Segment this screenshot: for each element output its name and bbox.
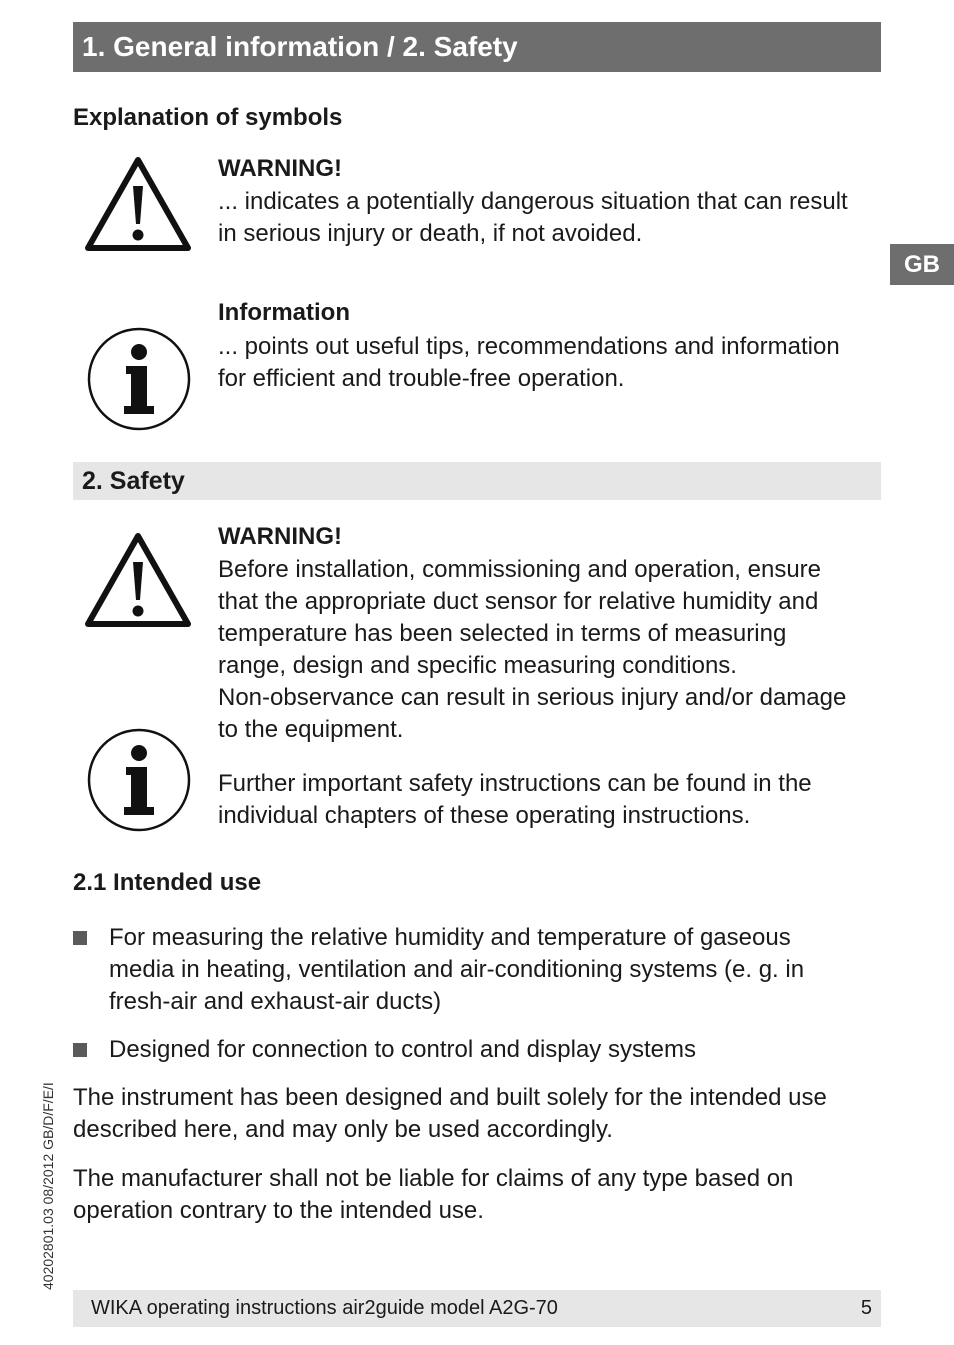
text-line: to the equipment. <box>218 716 404 743</box>
text-line: for efficient and trouble-free operation. <box>218 365 625 392</box>
square-bullet-icon <box>73 931 87 945</box>
text-line: The instrument has been designed and built solely for the intended use <box>73 1084 827 1111</box>
page-header: 1. General information / 2. Safety <box>73 22 881 72</box>
liability-paragraph <box>73 1163 793 1227</box>
information-label: Information <box>218 299 350 326</box>
information-description <box>218 331 840 395</box>
text-line: individual chapters of these operating instructions. <box>218 802 751 829</box>
text-line: in serious injury or death, if not avoided. <box>218 220 643 247</box>
document-code: 40202801.03 08/2012 GB/D/F/E/I <box>40 1082 56 1290</box>
text-line: Further important safety instructions can be found in the <box>218 770 812 797</box>
text-line: The manufacturer shall not be liable for claims of any type based on <box>73 1165 794 1192</box>
list-item-text <box>109 922 804 1018</box>
warning-description <box>218 186 848 250</box>
list-item <box>73 1034 881 1066</box>
safety-section-heading: 2. Safety <box>73 462 881 500</box>
safety-info-text <box>218 768 812 832</box>
square-bullet-icon <box>73 1043 87 1057</box>
text-line: fresh-air and exhaust-air ducts) <box>109 988 442 1015</box>
text-line: ... indicates a potentially dangerous situation that can result <box>218 188 848 215</box>
symbols-heading: Explanation of symbols <box>73 104 343 131</box>
safety-warning-label: WARNING! <box>218 523 342 550</box>
text-line: operation contrary to the intended use. <box>73 1197 484 1224</box>
text-line: media in heating, ventilation and air-conditioning systems (e. g. in <box>109 956 805 983</box>
warning-triangle-icon <box>84 156 192 252</box>
intended-use-heading: 2.1 Intended use <box>73 869 262 896</box>
text-line: that the appropriate duct sensor for relative humidity and <box>218 588 819 615</box>
text-line: For measuring the relative humidity and temperature of gaseous <box>109 924 791 951</box>
footer-text: WIKA operating instructions air2guide model A2G-70 <box>91 1297 558 1319</box>
language-tab: GB <box>890 244 954 285</box>
list-item <box>73 922 881 1018</box>
page-footer <box>73 1290 881 1327</box>
text-line: ... points out useful tips, recommendations and information <box>218 333 840 360</box>
info-icon <box>86 727 192 833</box>
intended-use-paragraph <box>73 1082 827 1146</box>
text-line: described here, and may only be used accordingly. <box>73 1116 613 1143</box>
list-item-text <box>109 1034 696 1066</box>
text-line: Non-observance can result in serious injury and/or damage <box>218 684 847 711</box>
text-line: Before installation, commissioning and operation, ensure <box>218 556 822 583</box>
safety-warning-text <box>218 554 846 746</box>
page-number: 5 <box>860 1297 872 1319</box>
text-line: temperature has been selected in terms of measuring <box>218 620 787 647</box>
warning-label: WARNING! <box>218 155 342 182</box>
text-line: Designed for connection to control and display systems <box>109 1036 696 1063</box>
info-icon <box>86 326 192 432</box>
warning-triangle-icon <box>84 532 192 628</box>
text-line: range, design and specific measuring conditions. <box>218 652 737 679</box>
